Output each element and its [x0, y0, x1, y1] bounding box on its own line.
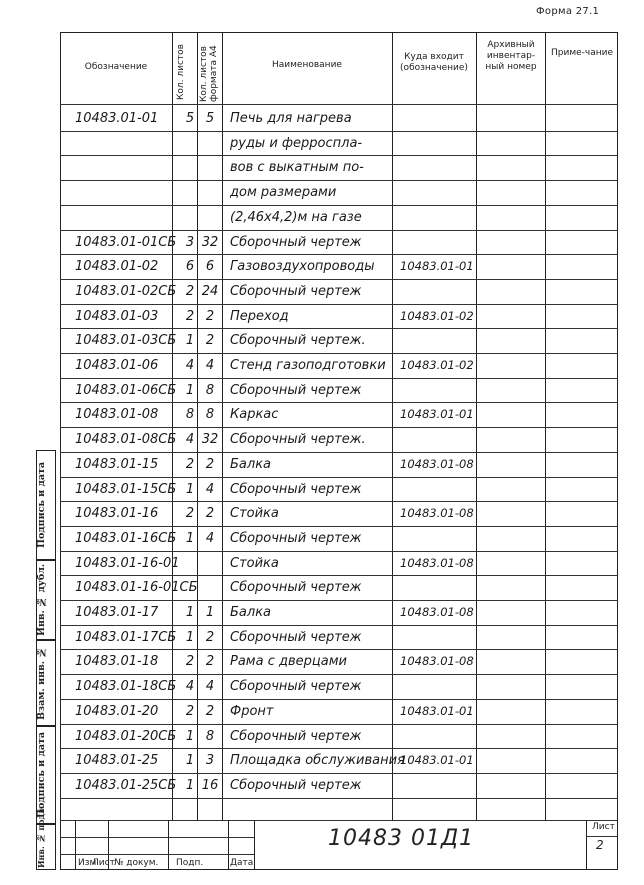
row-sheets-a4: 8 — [205, 728, 215, 744]
row-designation: 10483.01-17 — [75, 605, 159, 620]
header-sheets-count: Кол. листов — [176, 44, 186, 100]
row-sheets-a4: 32 — [201, 234, 219, 250]
row-sheets-count: 2 — [185, 654, 195, 670]
row-sheets-a4: 8 — [205, 382, 215, 398]
header-designation: Обозначение — [84, 62, 148, 72]
header-destination: Куда входит (обозначение) — [400, 52, 468, 73]
row-designation: 10483.01-16-01СБ — [75, 580, 198, 596]
row-sheets-a4: 32 — [201, 432, 219, 448]
row-destination: 10483.01-08 — [400, 605, 474, 619]
row-name: Печь для нагрева — [230, 111, 352, 126]
row-designation: 10483.01-02 — [75, 259, 159, 275]
row-name: Переход — [230, 308, 289, 324]
row-name: дом размерами — [230, 185, 337, 201]
row-name: Каркас — [230, 407, 279, 423]
table-row-line — [60, 304, 618, 305]
row-destination: 10483.01-08 — [400, 506, 474, 521]
stamp-col-data: Дата — [230, 858, 254, 868]
document-code: 10483 01Д1 — [328, 826, 475, 851]
row-designation: 10483.01-17СБ — [75, 629, 177, 645]
row-name: Стойка — [230, 506, 279, 522]
row-sheets-a4: 2 — [205, 333, 215, 349]
table-row-line — [60, 402, 618, 403]
table-row-line — [60, 452, 618, 453]
row-sheets-count: 2 — [185, 506, 195, 522]
table-row-line — [60, 674, 618, 675]
header-note: Приме-чание — [550, 48, 613, 58]
row-designation: 10483.01-03 — [75, 308, 159, 324]
stamp-row-line — [60, 837, 254, 838]
row-name: руды и ферроспла- — [230, 135, 363, 151]
row-destination: 10483.01-02 — [400, 308, 474, 323]
row-name: Сборочный чертеж — [230, 283, 362, 299]
row-sheets-count: 1 — [185, 728, 195, 744]
row-sheets-count: 1 — [185, 481, 195, 497]
header-name: Наименование — [272, 60, 342, 70]
row-sheets-count: 1 — [185, 530, 195, 546]
table-row-line — [60, 551, 618, 552]
table-row-line — [60, 180, 618, 181]
row-sheets-count: 4 — [185, 432, 195, 448]
col-divider — [197, 32, 198, 820]
table-row-line — [60, 748, 618, 749]
stamp-col-doc: № докум. — [114, 858, 159, 868]
side-label-sign-date-bottom: Подпись и дата — [36, 731, 47, 819]
row-name: Сборочный чертеж — [230, 777, 362, 793]
row-designation: 10483.01-06СБ — [75, 382, 177, 398]
row-sheets-count: 2 — [185, 308, 195, 324]
row-designation: 10483.01-06 — [75, 358, 159, 373]
table-row-line — [60, 279, 618, 280]
row-destination: 10483.01-08 — [400, 555, 474, 570]
row-designation: 10483.01-16-01 — [75, 555, 180, 571]
table-row-line — [60, 378, 618, 379]
stamp-row-line — [586, 836, 618, 837]
table-row-line — [60, 477, 618, 478]
row-name: Сборочный чертеж — [230, 679, 362, 695]
header-sheets-a4: Кол. листов формата А4 — [199, 45, 219, 102]
row-name: Сборочный чертеж — [230, 382, 362, 398]
row-sheets-count: 4 — [185, 679, 195, 695]
row-destination: 10483.01-08 — [400, 456, 474, 471]
table-row-line — [60, 328, 618, 329]
stamp-col-izm: Изм — [78, 858, 97, 868]
stamp-divider — [168, 820, 169, 870]
table-row-line — [60, 798, 618, 799]
table-row-line — [60, 501, 618, 502]
row-name: Балка — [230, 605, 272, 620]
row-designation: 10483.01-15СБ — [75, 481, 177, 497]
row-name: Балка — [230, 456, 272, 472]
row-sheets-a4: 2 — [205, 506, 215, 522]
row-designation: 10483.01-03СБ — [75, 333, 177, 349]
row-designation: 10483.01-08 — [75, 407, 159, 423]
table-row-line — [60, 575, 618, 576]
row-sheets-count: 2 — [185, 283, 195, 299]
col-divider — [392, 32, 393, 820]
row-sheets-a4: 8 — [205, 407, 215, 423]
header-divider — [60, 104, 618, 105]
row-designation: 10483.01-18 — [75, 654, 159, 670]
table-row-line — [60, 254, 618, 255]
row-name: Рама с дверцами — [230, 654, 347, 670]
stamp-divider — [228, 820, 229, 870]
row-sheets-a4: 4 — [205, 481, 215, 497]
row-sheets-a4: 3 — [205, 753, 215, 769]
row-sheets-count: 5 — [185, 111, 195, 126]
row-sheets-count: 1 — [185, 605, 195, 620]
row-designation: 10483.01-02СБ — [75, 283, 177, 299]
table-row-line — [60, 131, 618, 132]
row-name: (2,46х4,2)м на газе — [230, 209, 362, 225]
row-sheets-a4: 2 — [205, 654, 215, 670]
row-designation: 10483.01-16СБ — [75, 530, 177, 546]
row-designation: 10483.01-18СБ — [75, 679, 177, 695]
row-designation: 10483.01-01СБ — [75, 234, 177, 250]
table-row-line — [60, 205, 618, 206]
row-destination: 10483.01-02 — [400, 358, 474, 372]
table-row-line — [60, 699, 618, 700]
col-divider — [222, 32, 223, 820]
side-label-vzam-inv: Взам. инв. № — [36, 646, 47, 720]
row-designation: 10483.01-15 — [75, 456, 159, 472]
row-name: Сборочный чертеж. — [230, 432, 366, 448]
row-sheets-a4: 4 — [205, 530, 215, 546]
table-row-line — [60, 724, 618, 725]
table-row-line — [60, 155, 618, 156]
stamp-divider — [75, 820, 76, 870]
row-name: Площадка обслуживания — [230, 753, 405, 769]
form-label: Форма 27.1 — [536, 6, 600, 17]
row-name: Сборочный чертеж — [230, 481, 362, 497]
stamp-divider — [254, 820, 255, 870]
row-sheets-a4: 16 — [201, 777, 219, 793]
table-row-line — [60, 625, 618, 626]
row-sheets-count: 2 — [185, 456, 195, 472]
row-sheets-count: 1 — [185, 382, 195, 398]
row-name: Сборочный чертеж — [230, 580, 362, 596]
table-row-line — [60, 649, 618, 650]
row-name: Сборочный чертеж — [230, 728, 362, 744]
row-name: Стенд газоподготовки — [230, 358, 386, 373]
row-sheets-a4: 2 — [205, 629, 215, 645]
row-sheets-a4: 24 — [201, 283, 219, 299]
row-sheets-count: 8 — [185, 407, 195, 423]
stamp-divider — [586, 820, 587, 870]
row-designation: 10483.01-20 — [75, 703, 159, 719]
row-designation: 10483.01-20СБ — [75, 728, 177, 744]
table-row-line — [60, 600, 618, 601]
side-label-inv-dubl: Инв. № дубл. — [36, 563, 47, 637]
table-row-line — [60, 773, 618, 774]
row-sheets-count: 1 — [185, 753, 195, 769]
row-destination: 10483.01-01 — [400, 407, 474, 422]
row-destination: 10483.01-01 — [400, 703, 474, 718]
col-divider — [172, 32, 173, 820]
sheet-label: Лист — [592, 822, 615, 832]
row-designation: 10483.01-25 — [75, 753, 159, 769]
row-sheets-a4: 4 — [205, 679, 215, 695]
row-destination: 10483.01-01 — [400, 753, 474, 768]
row-sheets-count: 6 — [185, 259, 195, 275]
row-designation: 10483.01-08СБ — [75, 432, 177, 448]
row-sheets-a4: 2 — [205, 456, 215, 472]
stamp-col-podp: Подп. — [176, 858, 204, 868]
row-name: вов с выкатным по- — [230, 160, 364, 176]
row-sheets-count: 1 — [185, 629, 195, 645]
row-sheets-a4: 1 — [205, 605, 215, 620]
row-sheets-count: 3 — [185, 234, 195, 250]
table-row-line — [60, 230, 618, 231]
row-sheets-a4: 5 — [205, 111, 215, 126]
row-sheets-count: 1 — [185, 333, 195, 349]
table-row-line — [60, 353, 618, 354]
col-divider — [476, 32, 477, 820]
row-name: Сборочный чертеж. — [230, 333, 366, 349]
table-row-line — [60, 427, 618, 428]
side-label-inv-podl: Инв. № подл. — [36, 805, 46, 868]
row-name: Сборочный чертеж — [230, 629, 362, 645]
row-destination: 10483.01-08 — [400, 654, 474, 669]
row-name: Сборочный чертеж — [230, 234, 362, 250]
row-designation: 10483.01-01 — [75, 111, 159, 126]
row-sheets-a4: 2 — [205, 308, 215, 324]
row-name: Стойка — [230, 555, 279, 571]
row-sheets-count: 2 — [185, 703, 195, 719]
row-designation: 10483.01-25СБ — [75, 777, 177, 793]
sheet-number: 2 — [596, 838, 604, 852]
row-sheets-a4: 2 — [205, 703, 215, 719]
row-sheets-a4: 4 — [205, 358, 215, 373]
row-name: Сборочный чертеж — [230, 530, 362, 546]
side-label-sign-date-top: Подпись и дата — [36, 461, 47, 549]
row-destination: 10483.01-01 — [400, 259, 474, 274]
row-designation: 10483.01-16 — [75, 506, 159, 522]
row-name: Фронт — [230, 703, 274, 719]
stamp-top-line — [60, 820, 618, 821]
row-sheets-count: 1 — [185, 777, 195, 793]
row-sheets-count: 4 — [185, 358, 195, 373]
row-name: Газовоздухопроводы — [230, 259, 375, 275]
header-archive-no: Архивный инвентар-ный номер — [485, 40, 537, 72]
stamp-col-list: Лист — [92, 858, 115, 868]
stamp-row-line — [60, 854, 254, 855]
table-row-line — [60, 526, 618, 527]
col-divider — [545, 32, 546, 820]
row-sheets-a4: 6 — [205, 259, 215, 275]
